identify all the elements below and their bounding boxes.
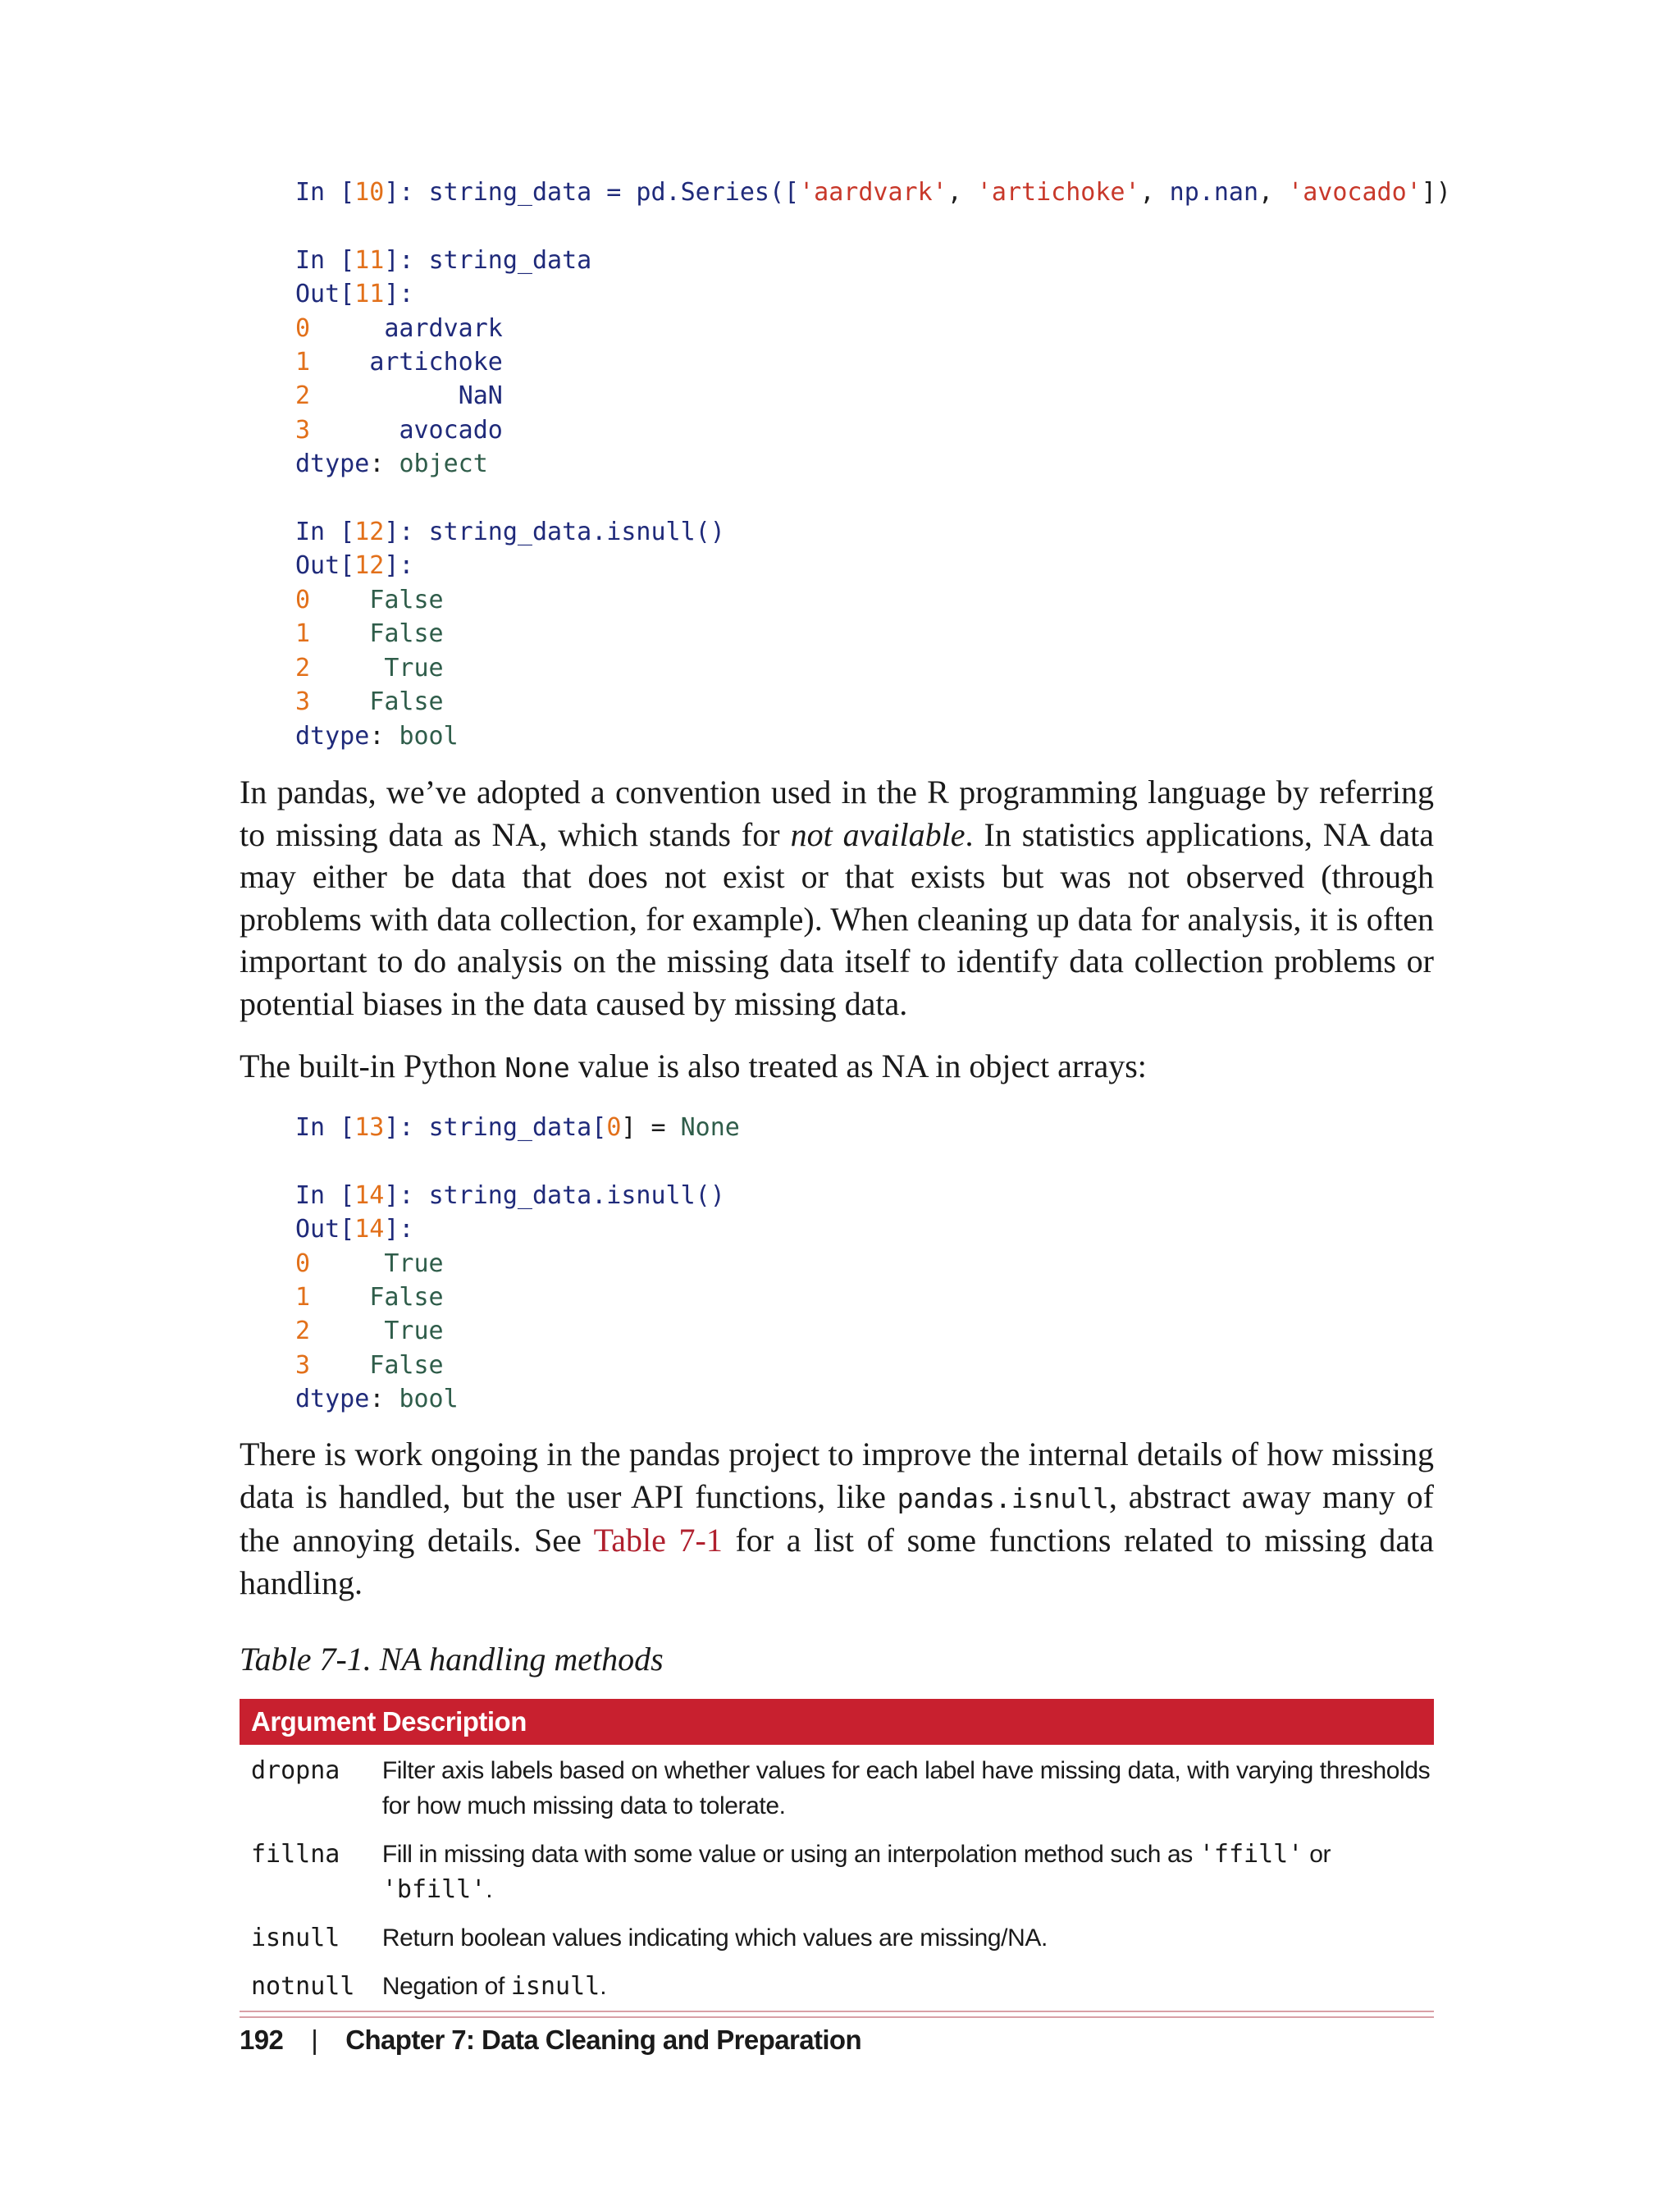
header-description: Description [376,1699,1434,1745]
code-block-2 [295,1111,740,1417]
code-block-1 [295,176,1451,753]
chapter-title: Chapter 7: Data Cleaning and Preparation [345,2025,862,2055]
code-line-out11: Out[11]: [295,280,414,309]
table-row [240,1745,1434,1828]
code-line-in14: In [14]: string_data.isnull() [295,1180,725,1210]
output-row: 3 avocado [295,415,503,445]
table-row [240,1961,1434,2011]
paragraph-none-value: The built-in Python None value is also treated as NA in object arrays: [240,1048,1147,1084]
table-header-row [240,1699,1434,1745]
argument-cell: fillna [251,1840,340,1869]
table-row [240,1828,1434,1912]
output-row: 2 NaN [295,381,503,411]
code-line-in10: In [10]: string_data = pd.Series(['aardvark', 'artichoke', np.nan, 'avocado']) [295,178,1451,207]
paragraph-ongoing-work: There is work ongoing in the pandas project to improve the internal details of how missing data is handled, but the user API functions, like pandas.isnull, abstract away many of the annoying details. See Table 7-1 for a list of some functions related to missing data handling. [240,1436,1434,1601]
description-cell: Negation of isnull. [376,1961,1434,2011]
dtype-line: dtype: bool [295,1385,459,1414]
description-cell: Fill in missing data with some value or using an interpolation method such as 'ffill' or 'bfill'. [381,1840,1331,1904]
page-footer [240,2025,861,2056]
output-row: 2 True [295,653,444,682]
output-row: 1 artichoke [295,348,503,377]
italic-not-available: not available [790,815,966,853]
output-row: 3 False [295,687,444,717]
code-line-out14: Out[14]: [295,1215,414,1244]
code-line-out12: Out[12]: [295,551,414,581]
code-line-in11: In [11]: string_data [295,245,592,275]
code-line-in13: In [13]: string_data[0] = None [295,1113,740,1142]
inline-code-pandas-isnull: pandas.isnull [897,1481,1109,1514]
argument-cell: dropna [251,1756,340,1785]
output-row: 0 True [295,1249,444,1278]
dtype-line: dtype: bool [295,721,459,751]
table-row [240,1912,1434,1961]
footer-rule [240,2016,1434,2018]
inline-code-none: None [504,1052,570,1084]
table-7-1-link[interactable]: Table 7-1 [593,1522,723,1559]
output-row: 0 aardvark [295,313,503,343]
description-cell: Filter axis labels based on whether values for each label have missing data, with varying thresholds for how much missing data to tolerate. [381,1757,1431,1819]
description-cell: Return boolean values indicating which values are missing/NA. [381,1924,1048,1952]
table-caption: Table 7-1. NA handling methods [240,1641,664,1678]
header-argument: Argument [240,1699,376,1745]
output-row: 1 False [295,619,444,649]
output-row: 1 False [295,1283,444,1312]
code-line-in12: In [12]: string_data.isnull() [295,518,725,547]
output-row: 3 False [295,1350,444,1380]
na-handling-table [240,1699,1434,2012]
argument-cell: notnull [240,1961,376,2011]
output-row: 2 True [295,1317,444,1346]
page-number: 192 [240,2025,284,2055]
dtype-line: dtype: object [295,450,488,479]
footer-separator: | [311,2025,318,2055]
argument-cell: isnull [251,1924,340,1952]
paragraph-na-convention: In pandas, we’ve adopted a convention used in the R programming language by referring to missing data as NA, which stands for not available. In statistics applications, NA data may either be data that does not exist or that exists but was not observed (through problems with data collection, for example). When cleaning up data for analysis, it is often important to do analysis on the missing data itself to identify data collection problems or potential biases in the data caused by missing data. [240,774,1434,1022]
output-row: 0 False [295,585,444,614]
